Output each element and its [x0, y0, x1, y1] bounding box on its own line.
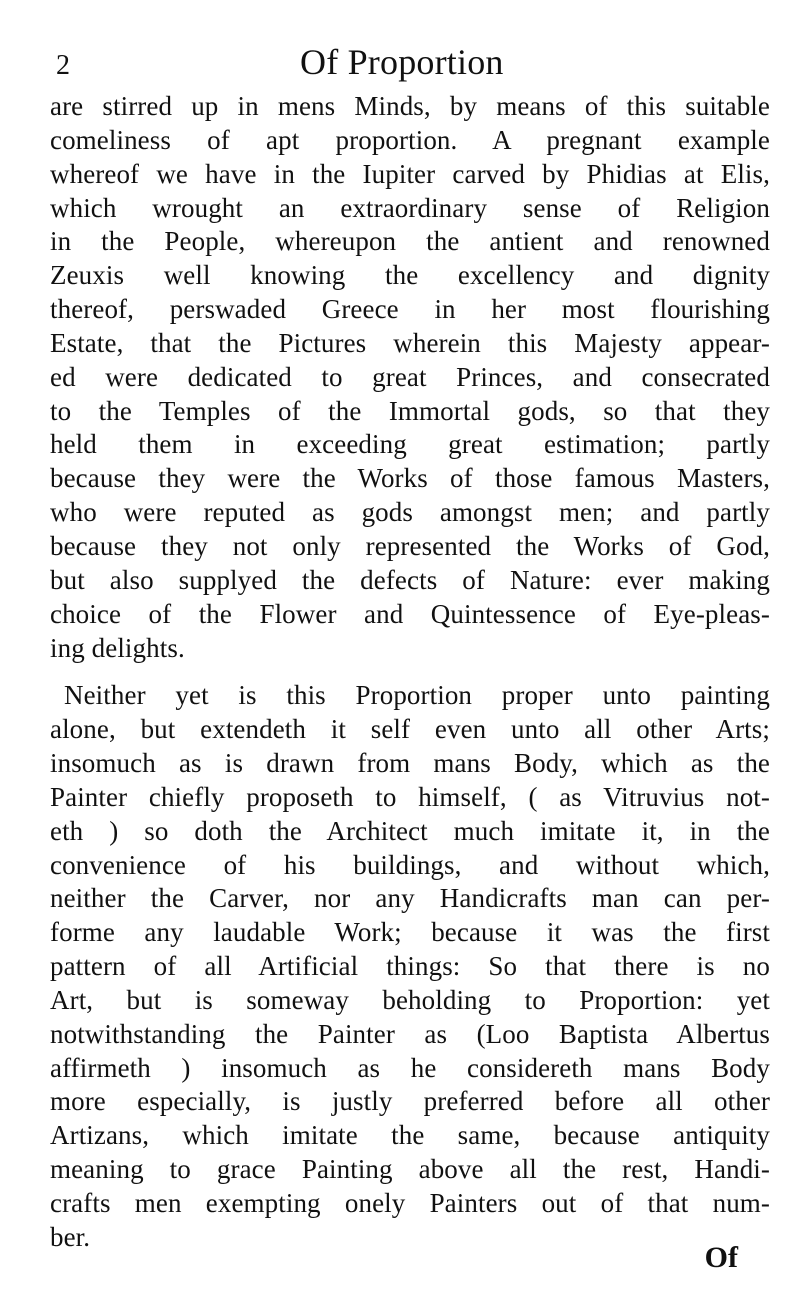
text-line: meaning to grace Painting above all the rest, Handi-: [50, 1154, 770, 1185]
text-line: Artizans, which imitate the same, because antiquity: [50, 1120, 770, 1151]
text-line: Art, but is someway beholding to Proportion: yet: [50, 984, 770, 1015]
text-line: are stirred up in mens Minds, by means of this suitable: [50, 91, 770, 121]
text-line: but also supplyed the defects of Nature: ever making: [50, 564, 770, 595]
text-line: pattern of all Artificial things: So that there is no: [50, 951, 770, 982]
text-line: eth ) so doth the Architect much imitate it, in the: [50, 815, 770, 846]
text-line: held them in exceeding great estimation; partly: [50, 429, 770, 460]
text-line: ber.: [50, 1221, 91, 1252]
text-line: who were reputed as gods amongst men; and partly: [50, 497, 770, 528]
text-line: because they not only represented the Works of God,: [50, 530, 770, 561]
text-line: Neither yet is this Proportion proper unto painting: [64, 680, 770, 711]
page-header: [0, 36, 800, 96]
text-line: forme any laudable Work; because it was the first: [50, 917, 770, 948]
text-line: because they were the Works of those famous Masters,: [50, 463, 770, 494]
text-line: to the Temples of the Immortal gods, so that they: [50, 395, 770, 426]
text-line: thereof, perswaded Greece in her most flourishing: [50, 294, 770, 325]
text-line: Zeuxis well knowing the excellency and dignity: [50, 260, 770, 291]
text-line: notwithstanding the Painter as (Loo Baptista Albertus: [50, 1018, 770, 1049]
text-line: neither the Carver, nor any Handicrafts man can per-: [50, 883, 770, 914]
running-title: Of Proportion: [300, 42, 504, 82]
text-line: more especially, is justly preferred before all other: [50, 1086, 770, 1117]
text-line: Estate, that the Pictures wherein this Majesty appear-: [50, 327, 770, 358]
text-line: choice of the Flower and Quintessence of Eye-pleas-: [50, 598, 770, 629]
body-text: [50, 90, 770, 1255]
text-line: comeliness of apt proportion. A pregnant example: [50, 124, 770, 155]
text-line: crafts men exempting onely Painters out of that num-: [50, 1188, 770, 1218]
paragraph: [50, 90, 770, 665]
text-line: whereof we have in the Iupiter carved by Phidias at Elis,: [50, 158, 770, 189]
text-line: which wrought an extraordinary sense of Religion: [50, 192, 770, 223]
text-line: ed were dedicated to great Princes, and consecrated: [50, 361, 770, 392]
text-line: Painter chiefly proposeth to himself, ( as Vitruvius not-: [50, 781, 770, 812]
text-line: insomuch as is drawn from mans Body, which as the: [50, 748, 770, 779]
catchword: Of: [704, 1241, 738, 1274]
text-line: affirmeth ) insomuch as he considereth mans Body: [50, 1052, 770, 1083]
text-line: ing delights.: [50, 632, 185, 663]
text-line: alone, but extendeth it self even unto all other Arts;: [50, 714, 770, 745]
paragraph: [50, 679, 770, 1254]
text-line: in the People, whereupon the antient and renowned: [50, 226, 770, 257]
text-line: convenience of his buildings, and without which,: [50, 849, 770, 880]
page-number: 2: [56, 50, 70, 81]
